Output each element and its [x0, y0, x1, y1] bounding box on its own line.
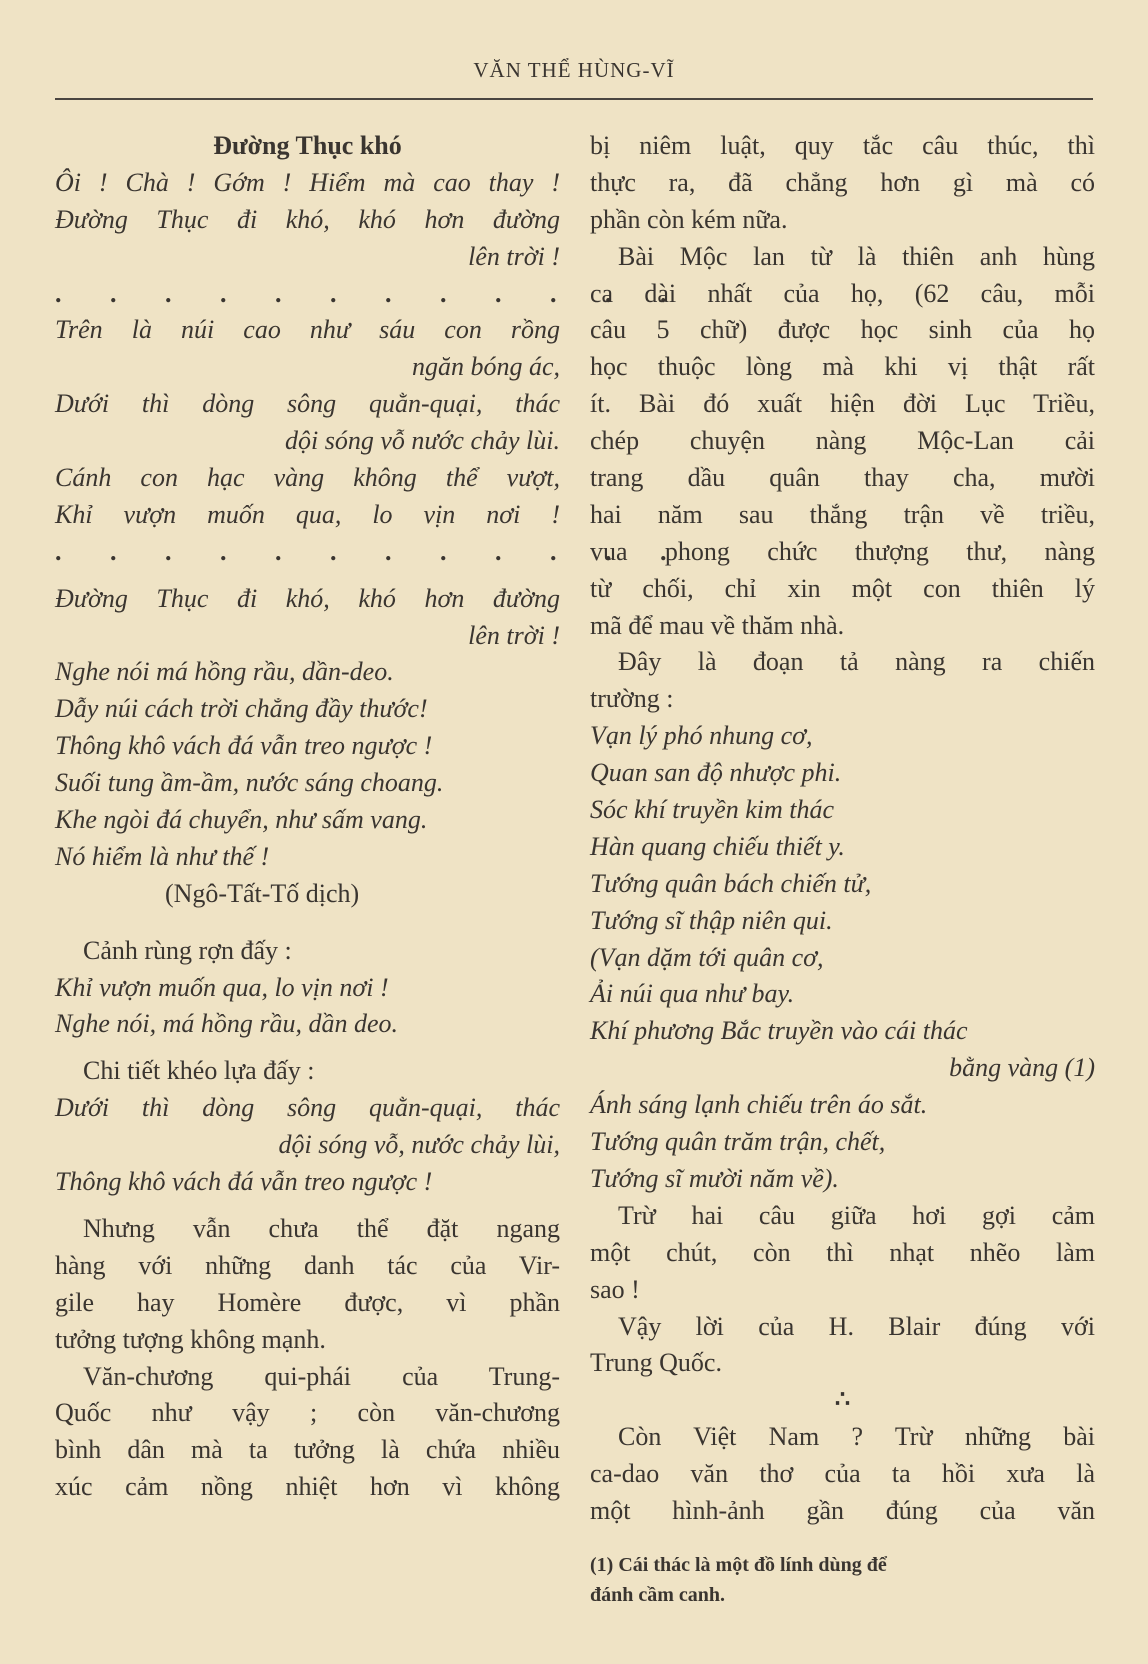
left-text-line: Thông khô vách đá vẫn treo ngược !	[55, 1167, 433, 1197]
left-text-line: (Ngô-Tất-Tố dịch)	[165, 878, 360, 908]
right-text-line: một chút, còn thì nhạt nhẽo làm	[590, 1237, 1095, 1267]
left-text-line: Dưới thì dòng sông quằn-quại, thác	[55, 1093, 560, 1123]
running-header: VĂN THỂ HÙNG-VĨ	[473, 58, 675, 82]
left-text-line: . . . . . . . . . . . .	[55, 278, 688, 308]
right-text-line: bị niêm luật, quy tắc câu thúc, thì	[590, 131, 1095, 160]
right-text-line: trường :	[590, 684, 674, 714]
left-text-line: Chi tiết khéo lựa đấy :	[83, 1056, 315, 1086]
left-text-line: Khe ngòi đá chuyển, như sấm vang.	[55, 805, 428, 835]
left-text-line: Nhưng vẫn chưa thể đặt ngang	[83, 1213, 560, 1243]
right-text-line: Đây là đoạn tả nàng ra chiến	[618, 647, 1095, 677]
left-text-line: Thông khô vách đá vẫn treo ngược !	[55, 731, 433, 761]
right-text-line: Hàn quang chiếu thiết y.	[590, 831, 845, 861]
left-text-line: bình dân mà ta tưởng là chứa nhiều	[55, 1435, 560, 1465]
right-text-line: Tướng quân trăm trận, chết,	[590, 1127, 886, 1157]
right-text-line: một hình-ảnh gần đúng của văn	[590, 1495, 1095, 1525]
left-text-line: Khỉ vượn muốn qua, lo vịn nơi !	[55, 499, 560, 529]
right-text-line: sao !	[590, 1274, 640, 1304]
right-text-line: ∴	[834, 1387, 851, 1414]
left-text-line: dội sóng vỗ, nước chảy lùi,	[278, 1130, 560, 1160]
left-text-line: lên trời !	[468, 620, 560, 650]
left-text-line: hàng với những danh tác của Vir-	[55, 1250, 560, 1280]
header-rule	[55, 98, 1093, 100]
left-text-line: . . . . . . . . . . . .	[55, 536, 688, 566]
right-text-line: Sóc khí truyền kim thác	[590, 795, 835, 825]
right-text-line: Ánh sáng lạnh chiếu trên áo sắt.	[590, 1090, 928, 1120]
footnote	[590, 1550, 1095, 1610]
right-text-line: ca dài nhất của họ, (62 câu, mỗi	[590, 278, 1095, 308]
right-text-line: chép chuyện nàng Mộc-Lan cải	[590, 426, 1095, 456]
left-text-line: Nó hiểm là như thế !	[55, 841, 270, 871]
left-text-line: Quốc như vậy ; còn văn-chương	[55, 1398, 560, 1428]
left-text-line: Nghe nói, má hồng rầu, dần deo.	[55, 1009, 399, 1039]
right-text-line: câu 5 chữ) được học sinh của họ	[590, 315, 1095, 345]
right-text-line: Tướng sĩ thập niên qui.	[590, 905, 833, 935]
left-text-line	[55, 913, 560, 933]
left-text-line: dội sóng vỗ nước chảy lùi.	[284, 426, 560, 456]
right-text-line: (Vạn dặm tới quân cơ,	[590, 942, 824, 972]
right-text-line: Khí phương Bắc truyền vào cái thác	[590, 1016, 968, 1046]
footnote-separator	[590, 1530, 1095, 1550]
right-text-line: Trung Quốc.	[590, 1348, 722, 1378]
left-text-line: Suối tung ầm-ầm, nước sáng choang.	[55, 768, 444, 798]
right-text-line: Bài Mộc lan từ là thiên anh hùng	[618, 241, 1095, 271]
right-text-line: trang dầu quân thay cha, mười	[590, 463, 1095, 493]
right-column-lines	[590, 128, 1095, 1530]
right-text-line: Còn Việt Nam ? Trừ những bài	[618, 1422, 1095, 1452]
left-text-line: Dưới thì dòng sông quằn-quại, thác	[55, 389, 560, 419]
left-text-line: Đường Thục khó	[213, 131, 402, 160]
left-text-line: lên trời !	[468, 241, 560, 271]
right-text-line: Tướng quân bách chiến tử,	[590, 868, 872, 898]
left-text-line: Nghe nói má hồng rầu, dần-deo.	[55, 657, 394, 687]
right-text-line: Trừ hai câu giữa hơi gợi cảm	[618, 1200, 1095, 1230]
right-column	[590, 128, 1095, 1610]
right-text-line: ca-dao văn thơ của ta hồi xưa là	[590, 1459, 1095, 1489]
right-text-line: Ải núi qua như bay.	[590, 979, 795, 1009]
left-text-line: Cảnh rùng rợn đấy :	[83, 935, 292, 965]
left-text-line	[55, 571, 560, 581]
left-text-line: Trên là núi cao như sáu con rồng	[55, 315, 560, 345]
right-text-line: Tướng sĩ mười năm về).	[590, 1163, 839, 1193]
right-text-line: mã để mau về thăm nhà.	[590, 610, 845, 640]
right-text-line: Vậy lời của H. Blair đúng với	[618, 1311, 1095, 1341]
left-text-line: xúc cảm nồng nhiệt hơn vì không	[55, 1472, 560, 1502]
left-text-line: Ôi ! Chà ! Gớm ! Hiểm mà cao thay !	[55, 167, 560, 197]
left-text-line: Dẫy núi cách trời chẳng đầy thước!	[55, 694, 428, 724]
left-text-line: Đường Thục đi khó, khó hơn đường	[55, 583, 560, 613]
right-text-line: phần còn kém nữa.	[590, 204, 788, 234]
right-text-line: từ chối, chỉ xin một con thiên lý	[590, 573, 1095, 603]
footnote-line: (1) Cái thác là một đồ lính dùng để	[590, 1553, 887, 1576]
right-text-line: Quan san độ nhược phi.	[590, 758, 842, 788]
left-text-line: gile hay Homère được, vì phần	[55, 1287, 560, 1317]
right-text-line: hai năm sau thắng trận về triều,	[590, 499, 1095, 529]
left-text-line	[55, 1201, 560, 1211]
footnote-line: đánh cầm canh.	[590, 1583, 726, 1606]
right-text-line: Vạn lý phó nhung cơ,	[590, 721, 813, 751]
right-text-line: học thuộc lòng mà khi vị thật rất	[590, 352, 1095, 382]
right-text-line: thực ra, đã chẳng hơn gì mà có	[590, 167, 1095, 197]
left-text-line: Cánh con hạc vàng không thể vượt,	[55, 463, 560, 493]
left-text-line: Đường Thục đi khó, khó hơn đường	[55, 204, 560, 234]
left-text-line	[55, 1043, 560, 1053]
right-text-line: bằng vàng (1)	[949, 1053, 1095, 1083]
right-text-line: ít. Bài đó xuất hiện đời Lục Triều,	[590, 389, 1095, 419]
left-text-line: Khỉ vượn muốn qua, lo vịn nơi !	[55, 972, 389, 1002]
left-text-line: Văn-chương qui-phái của Trung-	[83, 1361, 560, 1391]
left-text-line: ngăn bóng ác,	[411, 352, 560, 382]
right-text-line: vua phong chức thượng thư, nàng	[590, 536, 1095, 566]
left-text-line: tưởng tượng không mạnh.	[55, 1324, 326, 1354]
